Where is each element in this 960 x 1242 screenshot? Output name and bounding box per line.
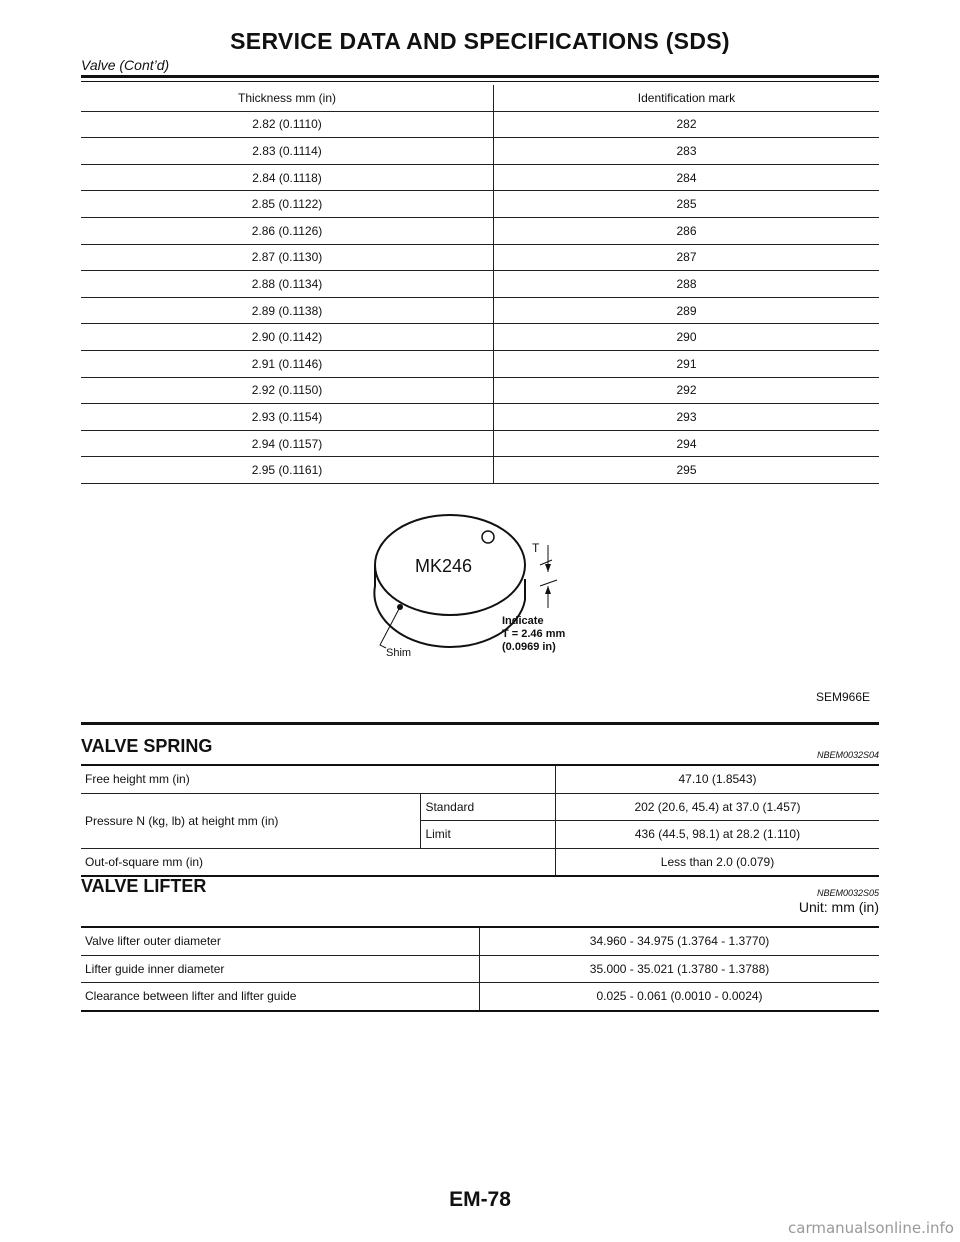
- valve-spring-table: [81, 764, 879, 877]
- table-header-row: [81, 85, 879, 111]
- table-row: [81, 983, 879, 1011]
- free-height-label: Free height mm (in): [81, 765, 556, 793]
- out-of-square-value: Less than 2.0 (0.079): [556, 848, 880, 876]
- page-number: EM-78: [449, 1188, 511, 1211]
- thickness-ext-line-bottom: [540, 580, 557, 586]
- mark-cell: 285: [494, 191, 880, 218]
- table-row: [81, 111, 879, 138]
- table-row: [81, 164, 879, 191]
- table-row: [81, 848, 879, 876]
- thickness-t-label: T: [532, 541, 540, 555]
- thickness-cell: 2.88 (0.1134): [81, 271, 494, 298]
- table-row: [81, 457, 879, 484]
- standard-label: Standard: [421, 793, 556, 821]
- thickness-cell: 2.84 (0.1118): [81, 164, 494, 191]
- table-row: [81, 324, 879, 351]
- table-row: [81, 244, 879, 271]
- thickness-cell: 2.95 (0.1161): [81, 457, 494, 484]
- mark-cell: 287: [494, 244, 880, 271]
- table-row: [81, 793, 879, 821]
- shim-label: Shim: [386, 647, 412, 659]
- mark-cell: 294: [494, 430, 880, 457]
- mark-cell: 290: [494, 324, 880, 351]
- header-rule: [81, 75, 879, 78]
- valve-spring-ref: NBEM0032S04: [816, 750, 879, 760]
- table-row: [81, 138, 879, 165]
- thickness-cell: 2.92 (0.1150): [81, 377, 494, 404]
- section-rule: [81, 722, 879, 725]
- shim-marking: MK246: [415, 556, 473, 576]
- table-row: [81, 217, 879, 244]
- page-subtitle: Valve (Cont’d): [81, 57, 170, 73]
- table-row: [81, 765, 879, 793]
- mark-cell: 293: [494, 404, 880, 431]
- thickness-cell: 2.82 (0.1110): [81, 111, 494, 138]
- mark-cell: 292: [494, 377, 880, 404]
- table-row: [81, 377, 879, 404]
- thickness-cell: 2.83 (0.1114): [81, 138, 494, 165]
- table-row: [81, 271, 879, 298]
- mark-cell: 286: [494, 217, 880, 244]
- shim-illustration: [360, 500, 650, 675]
- valve-lifter-heading: VALVE LIFTER: [81, 876, 207, 896]
- watermark: carmanualsonline.info: [788, 1219, 954, 1237]
- table-row: [81, 191, 879, 218]
- indicate-value: T = 2.46 mm: [502, 628, 566, 640]
- thickness-cell: 2.90 (0.1142): [81, 324, 494, 351]
- thickness-cell: 2.85 (0.1122): [81, 191, 494, 218]
- thickness-cell: 2.94 (0.1157): [81, 430, 494, 457]
- valve-lifter-ref: NBEM0032S05: [816, 888, 879, 898]
- valve-spring-heading: VALVE SPRING: [81, 736, 213, 756]
- mark-cell: 283: [494, 138, 880, 165]
- arrow-up-icon: [545, 586, 551, 594]
- mark-cell: 295: [494, 457, 880, 484]
- lifter-row-value: 34.960 - 34.975 (1.3764 - 1.3770): [480, 927, 880, 955]
- table-row: [81, 404, 879, 431]
- column-header-mark: Identification mark: [494, 85, 880, 111]
- out-of-square-label: Out-of-square mm (in): [81, 848, 556, 876]
- lifter-row-label: Valve lifter outer diameter: [81, 927, 480, 955]
- figure-code: SEM966E: [815, 690, 870, 704]
- thickness-cell: 2.86 (0.1126): [81, 217, 494, 244]
- thickness-cell: 2.89 (0.1138): [81, 297, 494, 324]
- table-row: [81, 430, 879, 457]
- table-row: [81, 297, 879, 324]
- header-rule-thin: [81, 81, 879, 82]
- lifter-row-value: 0.025 - 0.061 (0.0010 - 0.0024): [480, 983, 880, 1011]
- shim-thickness-table: [81, 85, 879, 484]
- indicate-label: Indicate: [502, 615, 544, 627]
- mark-cell: 291: [494, 350, 880, 377]
- table-row: [81, 350, 879, 377]
- limit-label: Limit: [421, 821, 556, 849]
- table-row: [81, 955, 879, 983]
- limit-value: 436 (44.5, 98.1) at 28.2 (1.110): [556, 821, 880, 849]
- lifter-row-value: 35.000 - 35.021 (1.3780 - 1.3788): [480, 955, 880, 983]
- lifter-row-label: Clearance between lifter and lifter guide: [81, 983, 480, 1011]
- free-height-value: 47.10 (1.8543): [556, 765, 880, 793]
- unit-note: Unit: mm (in): [798, 899, 879, 915]
- thickness-cell: 2.93 (0.1154): [81, 404, 494, 431]
- mark-cell: 289: [494, 297, 880, 324]
- pressure-label: Pressure N (kg, lb) at height mm (in): [81, 793, 421, 848]
- indicate-inch-value: (0.0969 in): [502, 641, 556, 653]
- column-header-thickness: Thickness mm (in): [81, 85, 494, 111]
- thickness-cell: 2.87 (0.1130): [81, 244, 494, 271]
- standard-value: 202 (20.6, 45.4) at 37.0 (1.457): [556, 793, 880, 821]
- valve-lifter-table: [81, 926, 879, 1012]
- lifter-row-label: Lifter guide inner diameter: [81, 955, 480, 983]
- arrow-down-icon: [545, 564, 551, 572]
- mark-cell: 284: [494, 164, 880, 191]
- mark-cell: 288: [494, 271, 880, 298]
- table-row: [81, 927, 879, 955]
- page-title: SERVICE DATA AND SPECIFICATIONS (SDS): [230, 28, 730, 54]
- thickness-cell: 2.91 (0.1146): [81, 350, 494, 377]
- mark-cell: 282: [494, 111, 880, 138]
